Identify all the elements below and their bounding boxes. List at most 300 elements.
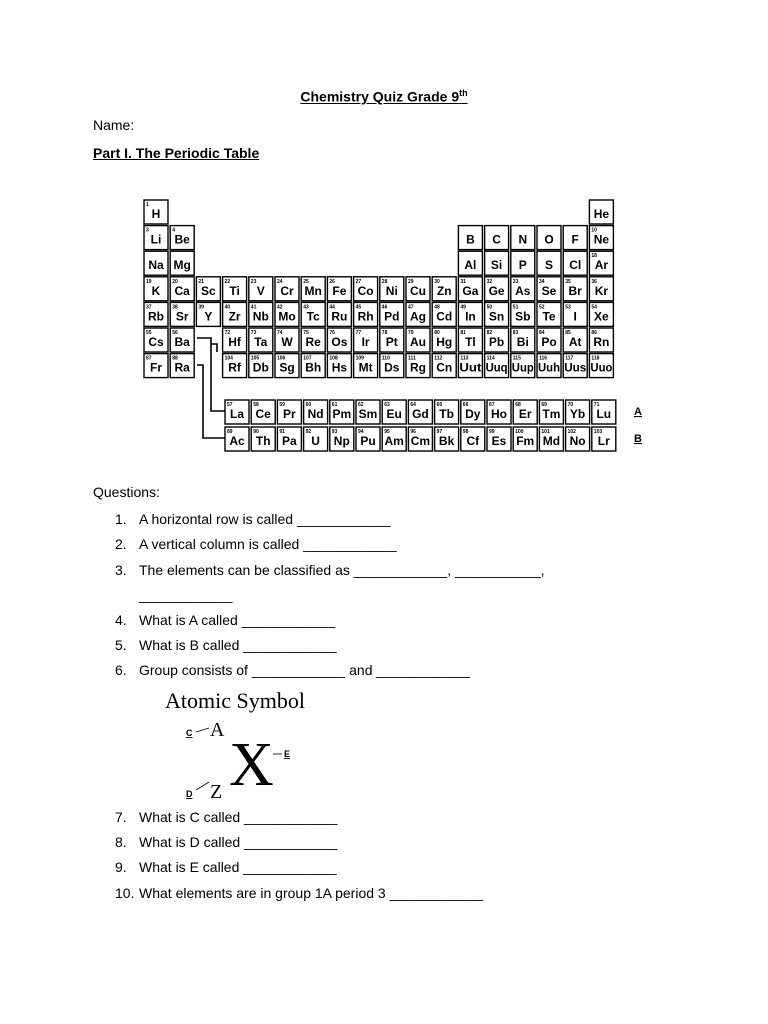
- element-pd: [380, 302, 404, 326]
- atomic-number: 102: [567, 429, 576, 435]
- atomic-number: 40: [224, 304, 231, 311]
- atomic-number: 39: [198, 304, 204, 311]
- element-ne: [589, 226, 613, 250]
- atomic-number: 107: [303, 355, 312, 362]
- element-symbol: Ac: [229, 434, 245, 448]
- atomic-number: 26: [329, 278, 335, 285]
- element-symbol: Gd: [412, 407, 429, 421]
- element-symbol: Pu: [360, 434, 376, 448]
- element-cr: [275, 277, 299, 301]
- atomic-number: 93: [331, 429, 338, 435]
- element-symbol: Au: [410, 335, 426, 349]
- question-text: A horizontal row is called ____________: [139, 511, 391, 527]
- element-symbol: Mo: [278, 309, 296, 324]
- atomic-number: 112: [434, 355, 443, 362]
- element-symbol: Co: [357, 283, 374, 298]
- element-symbol: Al: [464, 258, 477, 273]
- atomic-number: 83: [512, 330, 519, 336]
- atomic-number: 85: [565, 330, 571, 336]
- atomic-number: 61: [331, 402, 338, 408]
- element-te: [537, 302, 561, 326]
- element-symbol: Er: [518, 407, 532, 421]
- element-ra: [170, 354, 194, 378]
- element-symbol: Uup: [511, 360, 534, 375]
- element-ca: [170, 277, 194, 301]
- question-text: What is A called ____________: [139, 612, 336, 628]
- element-symbol: Ar: [594, 258, 609, 273]
- element-uuo: [589, 354, 613, 378]
- atomic-number: 90: [253, 429, 259, 435]
- element-hg: [432, 328, 456, 352]
- element-pm: [330, 400, 354, 424]
- element-symbol: Ce: [255, 407, 271, 421]
- label-c: C: [186, 728, 193, 738]
- question-3: [115, 562, 545, 578]
- label-e: E: [284, 749, 291, 759]
- question-number: 10.: [115, 885, 135, 901]
- atomic-number: 37: [146, 304, 152, 311]
- atomic-number: 59: [279, 402, 285, 408]
- element-la: [225, 400, 249, 424]
- element-symbol: Te: [542, 309, 556, 324]
- element-os: [327, 328, 351, 352]
- element-w: [275, 328, 299, 352]
- element-symbol: Cd: [436, 309, 453, 324]
- label-d: D: [186, 789, 193, 799]
- element-cf: [461, 427, 485, 451]
- element-symbol: Ga: [462, 283, 479, 298]
- element-symbol: Li: [150, 232, 162, 247]
- question-number: 8.: [115, 834, 127, 850]
- element-symbol: No: [569, 434, 586, 448]
- element-symbol: Os: [331, 335, 348, 349]
- atomic-number: 113: [460, 355, 469, 362]
- element-uuq: [485, 354, 509, 378]
- row-label-a: A: [634, 406, 642, 418]
- element-ge: [485, 277, 509, 301]
- element-symbol: Cu: [410, 283, 426, 298]
- question-2: [115, 536, 397, 552]
- element-symbol: Mn: [304, 283, 322, 298]
- element-symbol: Ds: [384, 360, 400, 375]
- element-gd: [408, 400, 432, 424]
- question-text: What is B called ____________: [139, 637, 337, 653]
- element-ac: [225, 427, 249, 451]
- atomic-number: 55: [146, 330, 152, 336]
- element-symbol: Sb: [515, 309, 531, 324]
- element-symbol: Hs: [331, 360, 348, 375]
- question-number: 6.: [115, 662, 127, 678]
- element-symbol: Mt: [358, 360, 373, 375]
- element-symbol: Am: [384, 434, 404, 448]
- element-cl: [563, 251, 587, 275]
- element-p: [511, 251, 535, 275]
- element-symbol: H: [151, 207, 161, 221]
- atomic-number: 94: [358, 429, 364, 435]
- element-symbol: Re: [305, 335, 321, 349]
- question-text: Group consists of ____________ and ____________: [139, 662, 470, 678]
- element-am: [382, 427, 406, 451]
- element-ag: [406, 302, 430, 326]
- atomic-number: 73: [250, 330, 257, 336]
- element-symbol: Ba: [174, 335, 190, 349]
- element-symbol: Pt: [385, 335, 398, 349]
- element-h: [144, 200, 168, 224]
- element-sg: [275, 354, 299, 378]
- question-6: [115, 662, 470, 678]
- element-symbol: Kr: [594, 283, 609, 298]
- atomic-number: 46: [381, 304, 388, 311]
- atomic-number: 21: [198, 278, 204, 285]
- element-rn: [589, 328, 613, 352]
- atomic-number: 20: [172, 278, 178, 285]
- element-symbol: Mg: [173, 258, 191, 273]
- element-symbol: Fe: [332, 283, 347, 298]
- element-symbol: S: [544, 258, 554, 273]
- element-mn: [301, 277, 325, 301]
- atomic-number: 34: [539, 278, 545, 285]
- atomic-number: 70: [567, 402, 574, 408]
- element-ta: [249, 328, 273, 352]
- atomic-number: 68: [515, 402, 521, 408]
- element-bi: [511, 328, 535, 352]
- element-ds: [380, 354, 404, 378]
- element-symbol: Xe: [594, 309, 609, 324]
- element-symbol: Np: [333, 434, 350, 448]
- element-as: [511, 277, 535, 301]
- element-na: [144, 251, 168, 275]
- atomic-number: 103: [593, 429, 603, 435]
- atomic-number: 92: [305, 429, 312, 435]
- element-rh: [354, 302, 378, 326]
- element-symbol: Fm: [516, 434, 535, 448]
- atomic-number: 108: [329, 355, 338, 362]
- element-eu: [382, 400, 406, 424]
- mass-number-letter: A: [210, 719, 225, 741]
- atomic-number: 57: [227, 402, 233, 408]
- atomic-number: 80: [434, 330, 440, 336]
- element-symbol: Rf: [228, 360, 241, 375]
- question-text: A vertical column is called ____________: [139, 536, 397, 552]
- atomic-number: 111: [408, 355, 416, 362]
- element-symbol: Rg: [410, 360, 426, 375]
- element-symbol: Tc: [306, 309, 320, 324]
- atomic-number: 75: [303, 330, 309, 336]
- element-tl: [458, 328, 482, 352]
- element-y: [196, 302, 220, 326]
- atomic-number: 66: [462, 402, 469, 408]
- element-symbol: Po: [541, 335, 557, 349]
- element-ir: [354, 328, 378, 352]
- atomic-number: 110: [381, 355, 390, 362]
- element-th: [251, 427, 275, 451]
- atomic-number: 52: [539, 304, 545, 311]
- atomic-number: 117: [565, 355, 574, 362]
- element-symbol: Bk: [438, 434, 455, 448]
- element-ni: [380, 277, 404, 301]
- element-symbol: Tb: [439, 407, 454, 421]
- element-symbol: Sn: [488, 309, 505, 324]
- element-symbol: P: [518, 258, 527, 273]
- atomic-number: 42: [277, 304, 283, 311]
- atomic-number: 71: [593, 402, 600, 408]
- question-number: 9.: [115, 859, 127, 875]
- element-symbol: W: [281, 335, 293, 349]
- atomic-number: 36: [591, 278, 597, 285]
- element-v: [249, 277, 273, 301]
- atomic-number: 47: [408, 304, 414, 311]
- element-si: [485, 251, 509, 275]
- atomic-number: 19: [146, 278, 152, 285]
- question-4: [115, 612, 335, 628]
- element-symbol: Br: [568, 283, 582, 298]
- question-8: [115, 834, 337, 850]
- atomic-number: 24: [277, 278, 283, 285]
- element-symbol: Sg: [279, 360, 295, 375]
- atomic-number: 49: [460, 304, 466, 311]
- element-tm: [539, 400, 563, 424]
- element-symbol: Md: [542, 434, 561, 448]
- element-symbol: Zn: [436, 283, 452, 298]
- element-symbol: Ge: [488, 283, 505, 298]
- element-co: [354, 277, 378, 301]
- question-text: What is D called ____________: [139, 834, 338, 850]
- f-block-table: [225, 400, 616, 451]
- element-pr: [277, 400, 301, 424]
- element-er: [513, 400, 537, 424]
- element-ar: [589, 251, 613, 275]
- element-symbol: He: [593, 207, 610, 221]
- element-symbol: Eu: [386, 407, 402, 421]
- element-f: [563, 226, 587, 250]
- element-u: [304, 427, 328, 451]
- element-mt: [354, 354, 378, 378]
- atomic-number: 22: [224, 278, 231, 285]
- element-nb: [249, 302, 273, 326]
- element-symbol: Sr: [175, 309, 189, 324]
- atomic-number: 27: [355, 278, 362, 285]
- atomic-number: 87: [146, 355, 152, 362]
- element-symbol: Tl: [465, 335, 476, 349]
- element-lu: [592, 400, 616, 424]
- atomic-number: 67: [489, 402, 495, 408]
- atomic-number: 29: [408, 278, 414, 285]
- question-number: 5.: [115, 637, 127, 653]
- element-symbol: Pm: [332, 407, 352, 421]
- atomic-number: 81: [460, 330, 466, 336]
- atomic-number: 69: [541, 402, 547, 408]
- element-ho: [487, 400, 511, 424]
- element-no: [566, 427, 590, 451]
- element-cs: [144, 328, 168, 352]
- element-be: [170, 226, 194, 250]
- quiz-title-text: Chemistry Quiz Grade 9: [300, 88, 460, 105]
- element-c: [485, 226, 509, 250]
- element-symbol: Tm: [542, 407, 561, 421]
- question-text: The elements can be classified as ____________, ___________,: [139, 562, 545, 578]
- atomic-number: 32: [486, 278, 493, 285]
- element-fr: [144, 354, 168, 378]
- element-symbol: Ho: [491, 407, 507, 421]
- element-symbol: Nb: [252, 309, 269, 324]
- element-md: [539, 427, 563, 451]
- atomic-number: 84: [539, 330, 545, 336]
- element-symbol: U: [311, 434, 320, 448]
- element-rg: [406, 354, 430, 378]
- element-yb: [566, 400, 590, 424]
- element-s: [537, 251, 561, 275]
- main-table-cells: [144, 200, 613, 378]
- atomic-number: 114: [486, 355, 495, 362]
- element-symbol: Ne: [593, 232, 610, 247]
- element-kr: [589, 277, 613, 301]
- atomic-number: 88: [172, 355, 178, 362]
- question-5: [115, 637, 337, 653]
- element-symbol: Pr: [283, 407, 296, 421]
- element-symbol: Rh: [357, 309, 374, 324]
- atomic-number: 89: [227, 429, 233, 435]
- atomic-number: 58: [253, 402, 259, 408]
- atomic-number: 116: [539, 355, 548, 362]
- element-cn: [432, 354, 456, 378]
- element-symbol: Uut: [459, 360, 482, 375]
- questions-heading: Questions:: [93, 484, 160, 500]
- element-cm: [408, 427, 432, 451]
- element-symbol: Sc: [201, 283, 216, 298]
- element-mo: [275, 302, 299, 326]
- element-ti: [223, 277, 247, 301]
- question-number: 2.: [115, 536, 127, 552]
- question-number: 4.: [115, 612, 127, 628]
- element-symbol: Hg: [436, 335, 453, 349]
- element-symbol: Lr: [597, 434, 610, 448]
- element-symbol: Es: [491, 434, 507, 448]
- element-symbol: La: [229, 407, 245, 421]
- atomic-number: 50: [486, 304, 493, 311]
- element-n: [511, 226, 535, 250]
- element-symbol: Nd: [307, 407, 324, 421]
- atomic-number: 48: [434, 304, 440, 311]
- element-in: [458, 302, 482, 326]
- atomic-number: 63: [384, 402, 390, 408]
- element-symbol: V: [256, 283, 265, 298]
- element-symbol: Uuh: [538, 360, 560, 375]
- element-zn: [432, 277, 456, 301]
- atomic-number: 4: [172, 227, 175, 234]
- element-symbol: Cn: [436, 360, 453, 375]
- element-sr: [170, 302, 194, 326]
- element-po: [537, 328, 561, 352]
- question-text: What is E called ____________: [139, 859, 337, 875]
- element-symbol: Db: [252, 360, 269, 375]
- element-xe: [589, 302, 613, 326]
- element-nd: [304, 400, 328, 424]
- d-pointer-line: [196, 782, 209, 790]
- atomic-number: 64: [410, 402, 416, 408]
- atomic-number: 54: [591, 304, 597, 311]
- element-symbol: F: [571, 232, 579, 247]
- question-text: What is C called ____________: [139, 809, 338, 825]
- element-tb: [435, 400, 459, 424]
- atomic-number: 91: [279, 429, 285, 435]
- element-symbol: Ni: [385, 283, 398, 298]
- question-7: [115, 809, 337, 825]
- atomic-number: 18: [591, 253, 597, 260]
- atomic-number: 10: [591, 227, 597, 234]
- atomic-number-letter: Z: [210, 781, 223, 803]
- atomic-number: 43: [303, 304, 309, 311]
- element-symbol: Bi: [516, 335, 529, 349]
- element-symbol: C: [492, 232, 501, 247]
- element-symbol: Cf: [466, 434, 480, 448]
- atomic-number: 74: [277, 330, 283, 336]
- atomic-number: 104: [224, 355, 233, 362]
- atomic-number: 118: [591, 355, 600, 362]
- element-sb: [511, 302, 535, 326]
- element-ba: [170, 328, 194, 352]
- question-number: 1.: [115, 511, 127, 527]
- atomic-number: 35: [565, 278, 571, 285]
- element-at: [563, 328, 587, 352]
- element-pt: [380, 328, 404, 352]
- element-symbol: In: [465, 309, 476, 324]
- atomic-number: 78: [381, 330, 388, 336]
- atomic-symbol-diagram: [165, 686, 365, 806]
- atomic-number: 101: [541, 429, 550, 435]
- question-number: 7.: [115, 809, 127, 825]
- element-symbol: Uuq: [485, 360, 508, 375]
- atomic-number: 72: [224, 330, 231, 336]
- atomic-number: 95: [384, 429, 390, 435]
- atomic-number: 28: [381, 278, 388, 285]
- element-uuh: [537, 354, 561, 378]
- element-symbol: Pb: [488, 335, 505, 349]
- element-symbol: I: [573, 309, 577, 324]
- atomic-number: 96: [410, 429, 416, 435]
- atomic-number: 106: [277, 355, 286, 362]
- element-sn: [485, 302, 509, 326]
- atomic-number: 23: [250, 278, 257, 285]
- element-au: [406, 328, 430, 352]
- atomic-symbol-title: Atomic Symbol: [165, 688, 305, 713]
- element-sc: [196, 277, 220, 301]
- question-3-continued: [115, 587, 232, 603]
- element-symbol: Hf: [228, 335, 241, 349]
- atomic-number: 65: [436, 402, 443, 408]
- element-uut: [458, 354, 482, 378]
- element-symbol: Rb: [148, 309, 164, 324]
- element-symbol: Ta: [254, 335, 268, 349]
- element-symbol: Ru: [331, 309, 348, 324]
- element-symbol: As: [515, 283, 531, 298]
- element-ce: [251, 400, 275, 424]
- atomic-number: 45: [355, 304, 362, 311]
- lanthanide-connector: [197, 338, 225, 411]
- element-es: [487, 427, 511, 451]
- atomic-number: 3: [146, 227, 149, 234]
- atomic-number: 82: [486, 330, 493, 336]
- c-pointer-line: [196, 728, 209, 732]
- element-re: [301, 328, 325, 352]
- element-uup: [511, 354, 535, 378]
- element-symbol: Lu: [596, 407, 612, 421]
- element-li: [144, 226, 168, 250]
- name-label: Name:: [93, 117, 135, 133]
- element-symbol: Fr: [150, 360, 162, 375]
- element-symbol: Ag: [410, 309, 426, 324]
- atomic-number: 98: [462, 429, 469, 435]
- atomic-number: 25: [303, 278, 309, 285]
